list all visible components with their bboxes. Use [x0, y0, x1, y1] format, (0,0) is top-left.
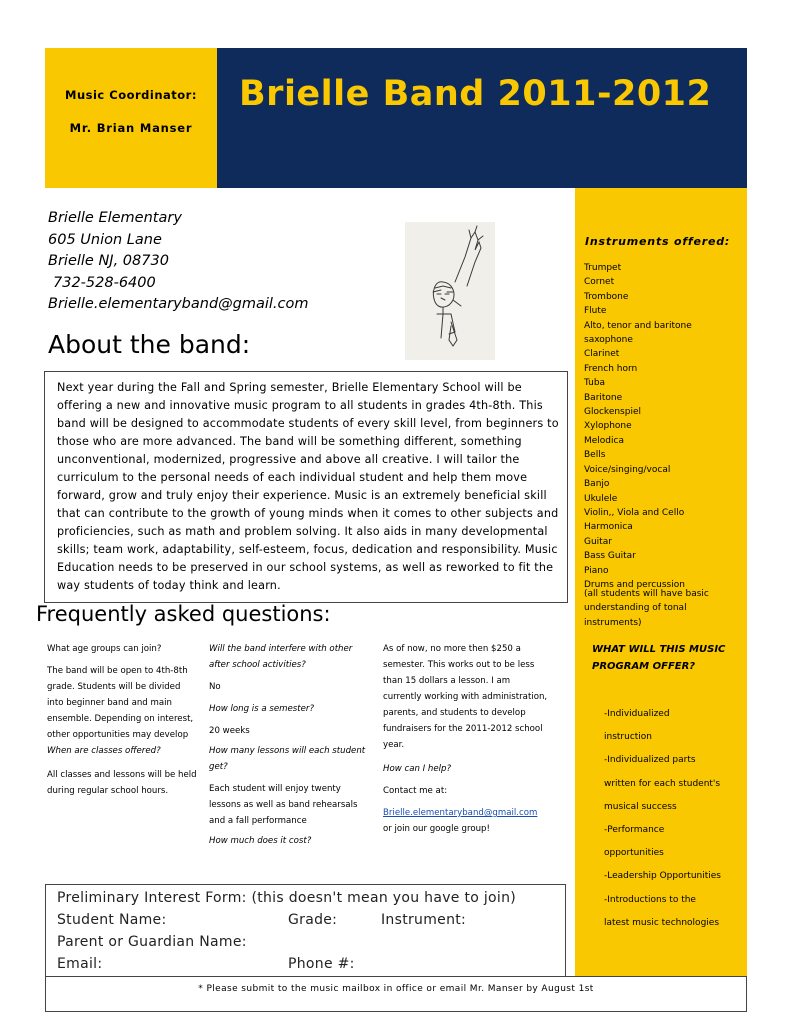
instrument-item: Guitar [584, 536, 612, 547]
coordinator-box [45, 48, 217, 188]
email-label: Email: [57, 956, 103, 972]
offer-item: -Leadership Opportunities [604, 871, 721, 882]
instruments-note: (all students will have basic understanding of tonal instruments) [584, 589, 709, 628]
faq-answer: 20 weeks [209, 726, 250, 736]
title-banner [217, 48, 747, 188]
faq-contact [383, 805, 548, 837]
email-link[interactable]: Brielle.elementaryband@gmail.com [383, 808, 538, 818]
coordinator-label: Music Coordinator: [65, 88, 197, 102]
faq-question: How many lessons will each student get? [209, 746, 366, 772]
about-text: Next year during the Fall and Spring semester, Brielle Elementary School will be offering a new and innovative music program to all students in grades 4th-8th. This band will be designed to accommodate students of every skill level, from beginners to those who are more advanced. The band will be something different, something unconventional, modernized, progressive and above all creative. I will tailor the curriculum to the personal needs of each individual student and help them move forward, grow and truly enjoy their experience. Music is an extremely beneficial skill that can contribute to the growth of young minds when it comes to other subjects and proficiencies, such as math and problem solving. It also aids in many developmental skills; team work, adaptability, self-esteem, focus, dedication and responsibility. Music Education needs to be preserved in our school systems, as well as reworked to fit the way students of today think and learn. [57, 381, 559, 592]
offer-item: -Introductions to the [604, 894, 696, 905]
street-address: 605 Union Lane [48, 231, 162, 248]
instrument-item: Voice/singing/vocal [584, 464, 671, 475]
faq-answer: Each student will enjoy twenty lessons as well as band rehearsals and a fall performance [209, 784, 358, 826]
instrument-item: Cornet [584, 277, 615, 288]
offer-item: -Performance [604, 825, 665, 836]
instruments-heading: Instruments offered: [585, 235, 731, 248]
faq-answer: No [209, 682, 221, 692]
faq-answer: Contact me at: [383, 786, 448, 796]
faq-answer: All classes and lessons will be held during regular school hours. [47, 770, 197, 796]
offer-heading: WHAT WILL THIS MUSIC PROGRAM OFFER? [592, 644, 726, 672]
faq-question: How can I help? [383, 764, 452, 774]
about-title: About the band: [48, 330, 251, 359]
instrument-item: Drums and percussion [584, 579, 685, 590]
school-address [48, 208, 309, 316]
offer-item: -Individualized parts [604, 755, 696, 766]
sidebar [575, 188, 747, 976]
faq-answer: As of now, no more then $250 a semester. This works out to be less than 15 dollars a lesson. I am currently working with administration, parents, and students to develop fundraisers for the 2011-2012 school year. [383, 644, 548, 750]
offer-item: -Individualized [604, 709, 670, 719]
faq-answer: The band will be open to 4th-8th grade. Students will be divided into beginner band and main ensemble. Depending on interest, other opportunities may develop [47, 666, 194, 740]
instrument-item: Bells [584, 450, 606, 461]
offer-item: written for each student's [604, 778, 721, 789]
coordinator-name: Mr. Brian Manser [69, 121, 193, 135]
offer-item: musical success [604, 801, 677, 812]
instrument-item: Harmonica [584, 522, 633, 533]
instrument-item: Baritone [584, 392, 623, 403]
about-box [44, 371, 568, 603]
student-name-label: Student Name: [57, 912, 167, 928]
phone-label: Phone #: [288, 956, 355, 972]
footer-box [45, 976, 747, 1012]
faq-question: How much does it cost? [209, 836, 312, 846]
drawing-sketch [405, 222, 495, 360]
phone-number: 732-528-6400 [53, 274, 156, 291]
instrument-item: Melodica [584, 435, 624, 446]
instrument-item: Glockenspiel [584, 407, 642, 418]
city-address: Brielle NJ, 08730 [48, 253, 169, 269]
band-leader-drawing [405, 222, 495, 360]
offer-list [604, 703, 749, 935]
instrument-item: saxophone [584, 335, 633, 346]
interest-form [45, 884, 566, 977]
instrument-item: Banjo [584, 479, 610, 490]
form-heading: Preliminary Interest Form: (this doesn't mean you have to join) [57, 890, 517, 906]
faq-title: Frequently asked questions: [36, 602, 331, 626]
faq-question: What age groups can join? [47, 644, 162, 654]
instrument-item: Trumpet [584, 263, 622, 273]
instrument-item: Xylophone [584, 421, 632, 432]
instrument-item: Flute [584, 306, 607, 317]
faq-column-2 [209, 641, 369, 849]
instrument-item: Tuba [584, 378, 606, 389]
instrument-item: Trombone [584, 291, 629, 302]
submission-note: * Please submit to the music mailbox in office or email Mr. Manser by August 1st [198, 984, 594, 994]
instrument-item: Alto, tenor and baritone [584, 320, 692, 331]
offer-item: latest music technologies [604, 917, 720, 928]
instrument-item: French horn [584, 363, 638, 374]
instrument-item: Violin,, Viola and Cello [584, 507, 685, 518]
google-group-text: or join our google group! [383, 824, 490, 834]
faq-question: Will the band interfere with other after school activities? [209, 644, 353, 670]
faq-column-3 [383, 641, 548, 837]
instrument-item: Piano [584, 565, 609, 576]
faq-question: How long is a semester? [209, 704, 315, 714]
instrument-label: Instrument: [381, 912, 467, 928]
offer-item: instruction [604, 732, 653, 743]
page-title: Brielle Band 2011-2012 [239, 74, 712, 114]
faq-question: When are classes offered? [47, 746, 161, 756]
email-address: Brielle.elementaryband@gmail.com [48, 296, 309, 312]
school-name: Brielle Elementary [48, 210, 182, 226]
faq-column-1 [47, 641, 197, 799]
instrument-item: Ukulele [584, 493, 618, 504]
instruments-list [584, 261, 744, 592]
offer-item: opportunities [604, 848, 664, 859]
grade-label: Grade: [288, 912, 338, 928]
parent-name-label: Parent or Guardian Name: [57, 934, 247, 950]
instrument-item: Bass Guitar [584, 551, 636, 562]
instrument-item: Clarinet [584, 349, 620, 360]
